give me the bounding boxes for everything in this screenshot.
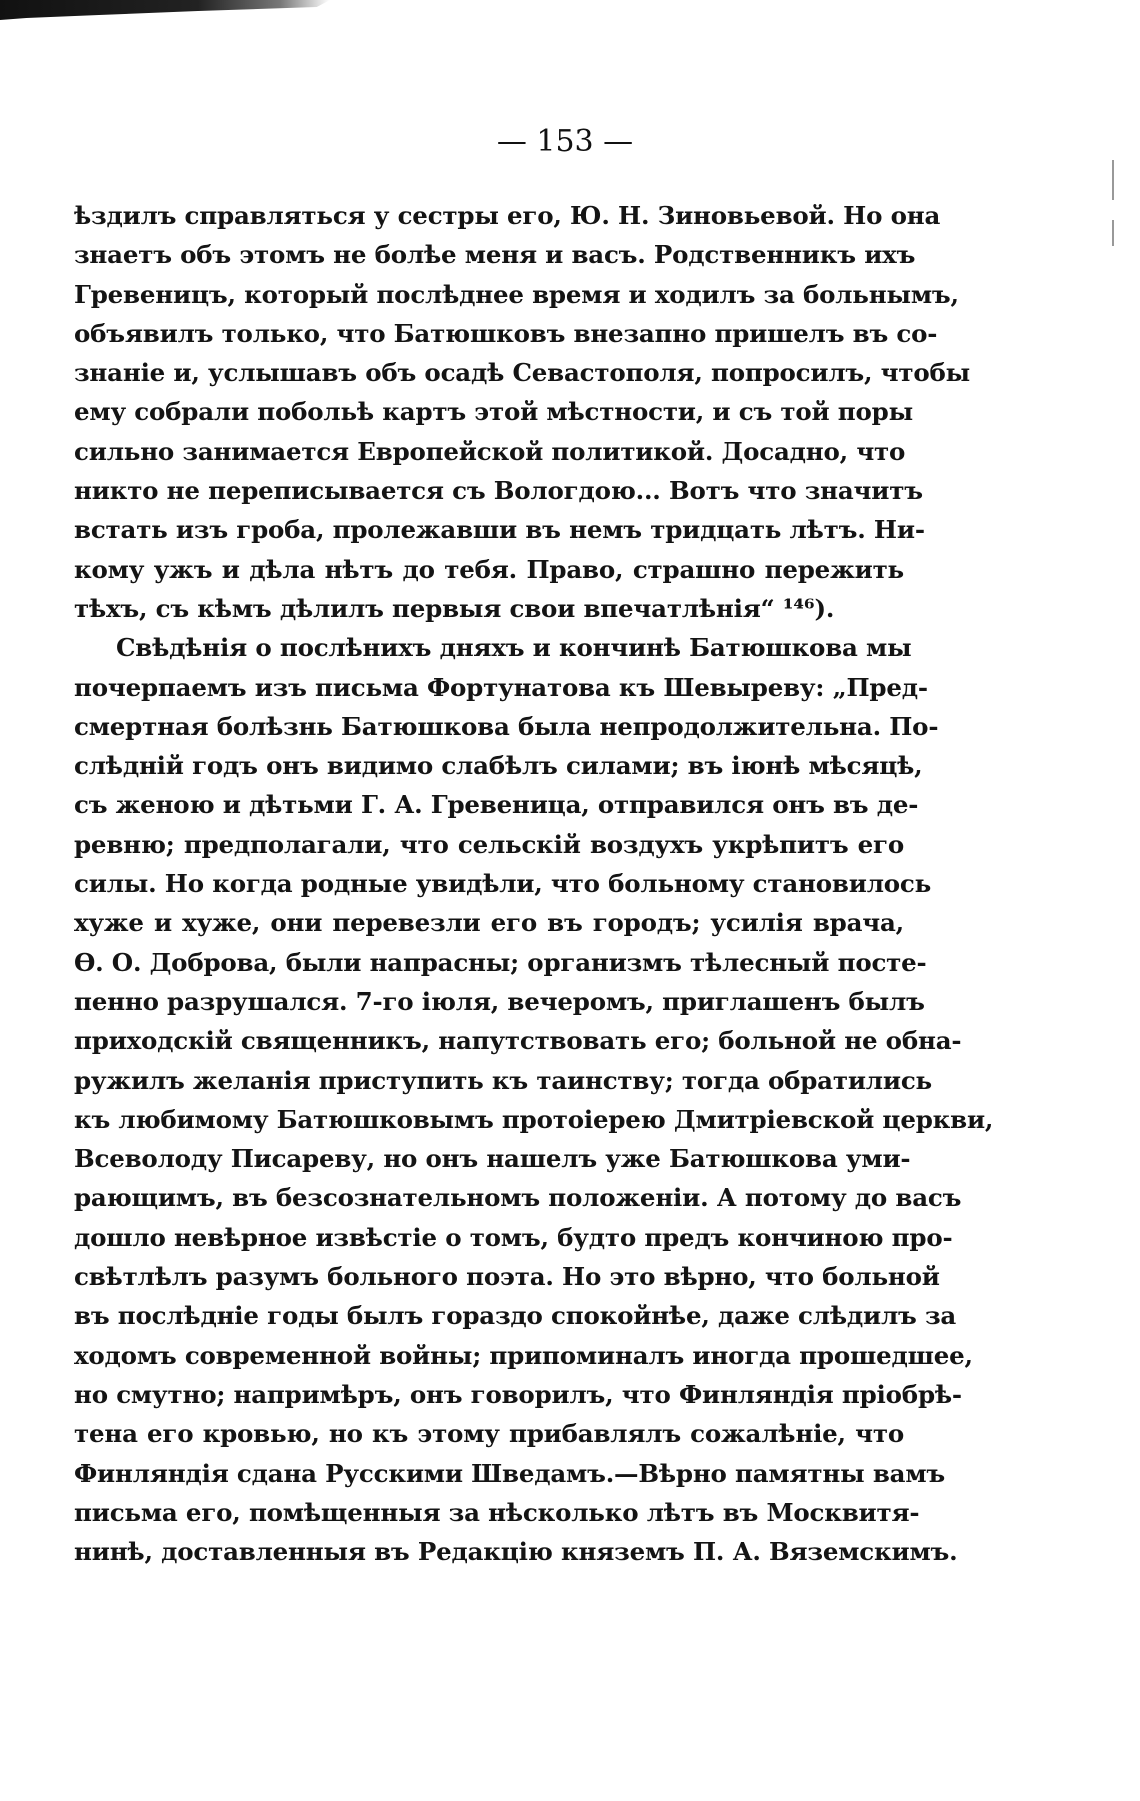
text-line: письма его, помѣщенныя за нѣсколько лѣтъ въ Москвитя- (74, 1497, 920, 1527)
text-line: Свѣдѣнія о послѣнихъ дняхъ и кончинѣ Батюшкова мы (116, 633, 912, 663)
text-line: въ послѣдніе годы былъ гораздо спокойнѣе, даже слѣдилъ за (74, 1301, 957, 1331)
text-line: рающимъ, въ безсознательномъ положеніи. А потому до васъ (74, 1183, 962, 1213)
text-line: ѣздилъ справляться у сестры его, Ю. Н. Зиновьевой. Но она (74, 201, 941, 230)
text-line: слѣдній годъ онъ видимо слабѣлъ силами; въ іюнѣ мѣсяцѣ, (74, 751, 923, 781)
text-line: ходомъ современной войны; припоминалъ иногда прошедшее, (74, 1340, 973, 1370)
text-line: Всеволоду Писареву, но онъ нашелъ уже Батюшкова уми- (74, 1144, 911, 1174)
text-line: къ любимому Батюшковымъ протоіерею Дмитріевской церкви, (74, 1104, 994, 1134)
text-line: пенно разрушался. 7-го іюля, вечеромъ, приглашенъ былъ (74, 986, 925, 1016)
text-line: объявилъ только, что Батюшковъ внезапно пришелъ въ со- (74, 318, 938, 348)
text-line: сильно занимается Европейской политикой. Досадно, что (74, 436, 906, 466)
body-text (74, 196, 994, 1571)
text-line: съ женою и дѣтьми Г. А. Гревеница, отправился онъ въ де- (74, 790, 919, 820)
text-line: никто не переписывается съ Вологдою... Вотъ что значитъ (74, 476, 923, 506)
text-line: Финляндія сдана Русскими Шведамъ.—Вѣрно памятны вамъ (74, 1458, 945, 1488)
page-number: — 153 — (496, 124, 634, 159)
text-line: тѣхъ, съ кѣмъ дѣлилъ первыя свои впечатлѣнія“ ¹⁴⁶). (74, 593, 835, 623)
text-line: ревню; предполагали, что сельскій воздухъ укрѣпитъ его (74, 829, 904, 859)
text-line: свѣтлѣлъ разумъ больного поэта. Но это вѣрно, что больной (74, 1262, 940, 1292)
text-line: знаніе и, услышавъ объ осадѣ Севастополя, попросилъ, чтобы (74, 358, 971, 388)
text-line: смертная болѣзнь Батюшкова была непродолжительна. По- (74, 711, 939, 741)
text-line: дошло невѣрное извѣстіе о томъ, будто предъ кончиною про- (74, 1222, 953, 1252)
text-line: приходскій священникъ, напутствовать его; больной не обна- (74, 1026, 962, 1056)
text-line: тена его кровью, но къ этому прибавлялъ сожалѣніе, что (74, 1419, 904, 1449)
scan-edge-shadow (0, 0, 330, 20)
text-line: кому ужъ и дѣла нѣтъ до тебя. Право, страшно пережить (74, 554, 904, 584)
text-line: почерпаемъ изъ письма Фортунатова къ Шевыреву: „Пред- (74, 672, 928, 702)
scan-margin-mark (1112, 160, 1114, 200)
text-line: встать изъ гроба, пролежавши въ немъ тридцать лѣтъ. Ни- (74, 515, 925, 545)
text-line: ружилъ желанія приступить къ таинству; тогда обратились (74, 1065, 932, 1095)
text-line: нинѣ, доставленныя въ Редакцію княземъ П. А. Вяземскимъ. (74, 1537, 958, 1567)
text-line: Ѳ. О. Доброва, были напрасны; организмъ тѣлесный посте- (74, 947, 927, 977)
text-line: но смутно; напримѣръ, онъ говорилъ, что Финляндія пріобрѣ- (74, 1379, 962, 1409)
text-line: ему собрали побольѣ картъ этой мѣстности, и съ той поры (74, 397, 913, 427)
text-line: знаетъ объ этомъ не болѣе меня и васъ. Родственникъ ихъ (74, 240, 916, 270)
text-line: Гревеницъ, который послѣднее время и ходилъ за больнымъ, (74, 279, 959, 309)
text-line: хуже и хуже, они перевезли его въ городъ; усилія врача, (74, 908, 904, 938)
text-line: силы. Но когда родные увидѣли, что больному становилось (74, 869, 932, 899)
scan-margin-mark (1112, 220, 1114, 246)
